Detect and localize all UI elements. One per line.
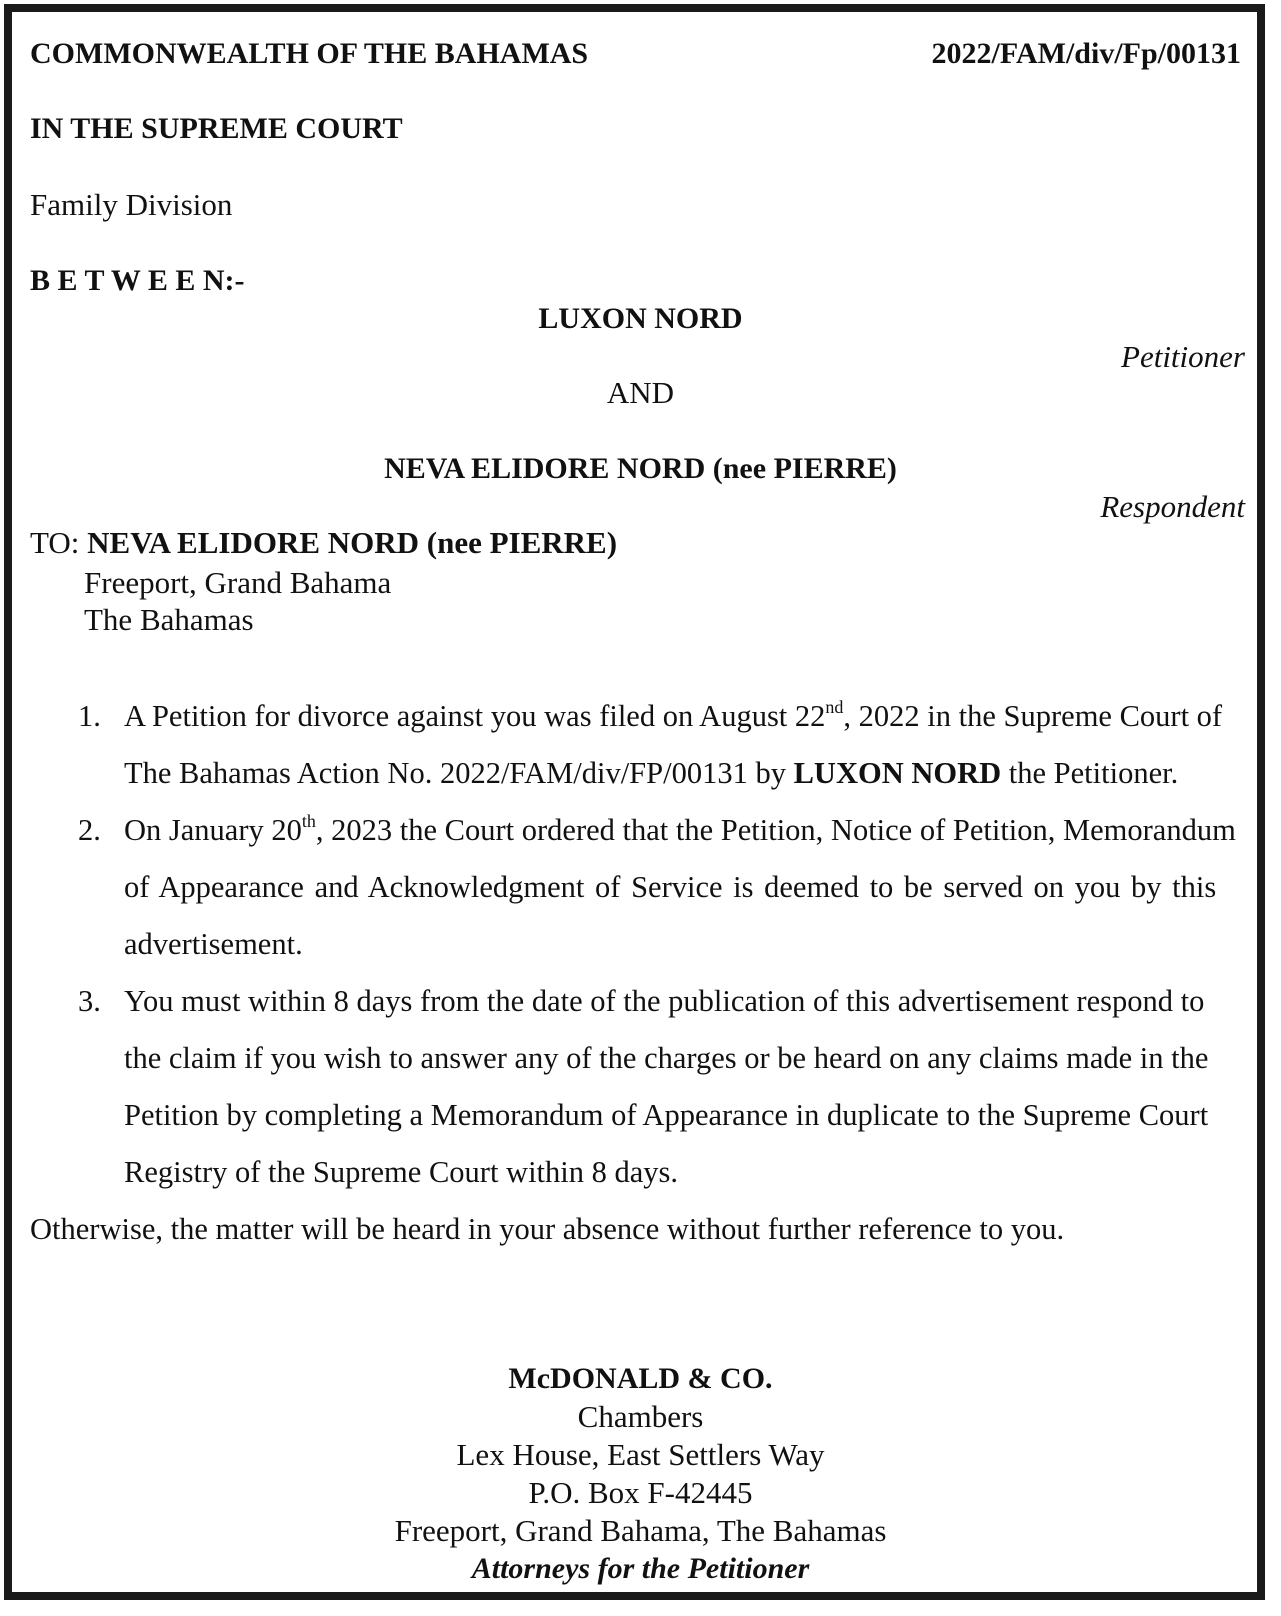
item-1-text-a: A Petition for divorce against you was filed on August 22 — [124, 699, 826, 733]
firm-line-2: Lex House, East Settlers Way — [456, 1437, 825, 1472]
item-number: 2. — [78, 813, 101, 847]
item-2-text-a: On January 20 — [124, 813, 302, 847]
to-label: TO: — [30, 525, 80, 560]
division-label: Family Division — [30, 187, 233, 222]
jurisdiction-heading: COMMONWEALTH OF THE BAHAMAS — [30, 37, 589, 70]
item-2-sup: th — [301, 811, 316, 831]
item-2-line-1 — [124, 802, 1236, 859]
between-label: B E T W E E N:- — [30, 264, 245, 297]
item-1-text-c: The Bahamas Action No. 2022/FAM/div/FP/00131 by — [124, 756, 794, 790]
petitioner-name: LUXON NORD — [538, 302, 743, 335]
item-3-line-4: Registry of the Supreme Court within 8 days. — [124, 1155, 679, 1189]
closing-statement: Otherwise, the matter will be heard in your absence without further reference to you. — [30, 1212, 1065, 1246]
item-3-line-1: You must within 8 days from the date of the publication of this advertisement respond to — [124, 984, 1205, 1018]
addressee-block — [30, 524, 617, 562]
item-number: 1. — [78, 699, 101, 733]
item-1-line-2 — [124, 745, 1178, 802]
petitioner-role: Petitioner — [1121, 339, 1245, 374]
firm-line-1: Chambers — [577, 1399, 704, 1434]
item-1-text-b: , 2022 in the Supreme Court of — [843, 699, 1223, 733]
item-3-line-2: the claim if you wish to answer any of the charges or be heard on any claims made in the — [124, 1041, 1209, 1075]
item-1-sup: nd — [825, 697, 844, 717]
item-1-bold-name: LUXON NORD — [793, 756, 1002, 790]
addressee-address-line2: The Bahamas — [84, 602, 254, 637]
conjunction: AND — [606, 375, 675, 410]
case-number: 2022/FAM/div/Fp/00131 — [931, 37, 1241, 70]
firm-role: Attorneys for the Petitioner — [471, 1552, 810, 1585]
firm-line-3: P.O. Box F-42445 — [528, 1475, 753, 1510]
respondent-name: NEVA ELIDORE NORD (nee PIERRE) — [384, 452, 897, 485]
item-2-text-b: , 2023 the Court ordered that the Petition, Notice of Petition, Memorandum — [315, 813, 1236, 847]
item-1-line-1 — [124, 688, 1222, 745]
item-2-line-2: of Appearance and Acknowledgment of Service is deemed to be served on you by this — [124, 870, 1217, 904]
item-2-line-3: advertisement. — [124, 927, 303, 961]
item-1-text-d: the Petitioner. — [1001, 756, 1179, 790]
firm-name: McDONALD & CO. — [508, 1362, 773, 1395]
court-heading: IN THE SUPREME COURT — [30, 112, 403, 145]
addressee-name: NEVA ELIDORE NORD (nee PIERRE) — [87, 525, 618, 560]
respondent-role: Respondent — [1100, 489, 1245, 524]
item-number: 3. — [78, 984, 101, 1018]
item-3-line-3: Petition by completing a Memorandum of Appearance in duplicate to the Supreme Court — [124, 1098, 1209, 1132]
addressee-address-line1: Freeport, Grand Bahama — [84, 565, 392, 600]
firm-line-4: Freeport, Grand Bahama, The Bahamas — [394, 1513, 887, 1548]
